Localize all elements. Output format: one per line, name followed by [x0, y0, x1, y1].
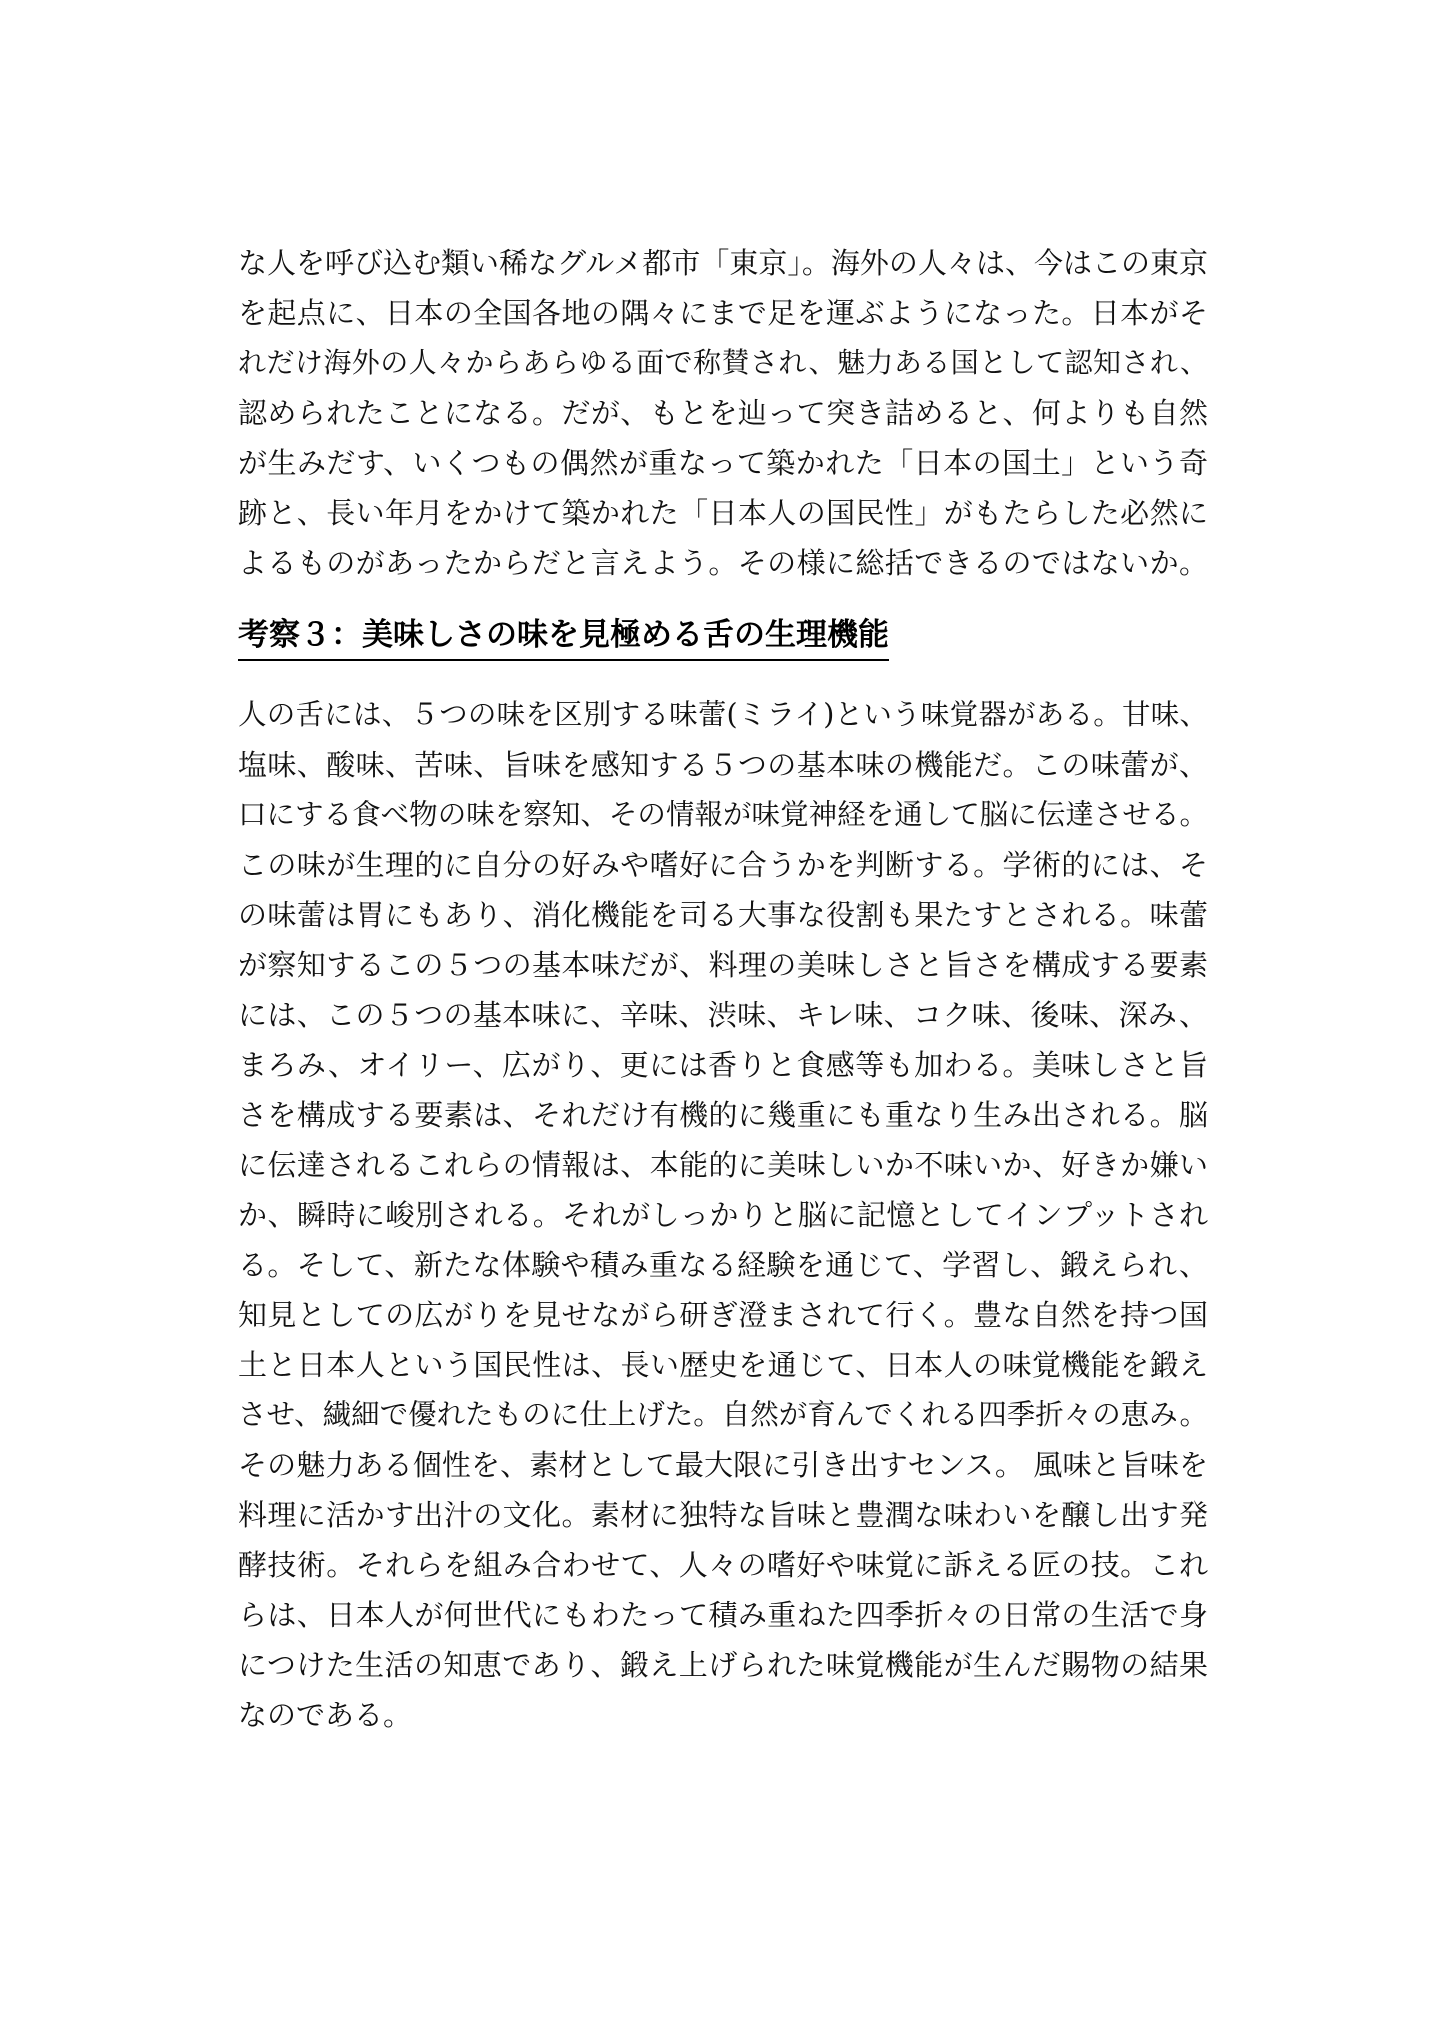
paragraph-line: よるものがあったからだと言えよう。その様に総括できるのではないか。 [238, 546, 1208, 580]
paragraph-line: させ、繊細で優れたものに仕上げた。自然が育んでくれる四季折々の恵み。 [238, 1398, 1208, 1431]
paragraph-line: を起点に、日本の全国各地の隅々にまで足を運ぶようになった。日本がそ [238, 296, 1208, 330]
paragraph-line: 料理に活かす出汁の文化。素材に独特な旨味と豊潤な味わいを醸し出す発 [238, 1498, 1208, 1532]
paragraph-line: が察知するこの５つの基本味だが、料理の美味しさと旨さを構成する要素 [238, 948, 1208, 982]
paragraph-line: 塩味、酸味、苦味、旨味を感知する５つの基本味の機能だ。この味蕾が、 [238, 748, 1208, 782]
paragraph-line: か、瞬時に峻別される。それがしっかりと脳に記憶としてインプットされ [238, 1198, 1208, 1232]
paragraph-line: 知見としての広がりを見せながら研ぎ澄まされて行く。豊な自然を持つ国 [238, 1298, 1208, 1332]
paragraph-body [238, 690, 1208, 1740]
paragraph-line: まろみ、オイリー、広がり、更には香りと食感等も加わる。美味しさと旨 [238, 1048, 1208, 1082]
paragraph-line: 酵技術。それらを組み合わせて、人々の嗜好や味覚に訴える匠の技。これ [238, 1548, 1208, 1582]
section-heading: 考察３：美味しさの味を見極める舌の生理機能 [238, 612, 889, 661]
paragraph-line: な人を呼び込む類い稀なグルメ都市「東京」。海外の人々は、今はこの東京 [238, 246, 1208, 280]
paragraph-line: 認められたことになる。だが、もとを辿って突き詰めると、何よりも自然 [238, 396, 1208, 430]
paragraph-line: の味蕾は胃にもあり、消化機能を司る大事な役割も果たすとされる。味蕾 [238, 898, 1208, 932]
paragraph-line: さを構成する要素は、それだけ有機的に幾重にも重なり生み出される。脳 [238, 1098, 1208, 1132]
paragraph-line: れだけ海外の人々からあらゆる面で称賛され、魅力ある国として認知され、 [238, 346, 1208, 379]
paragraph-line: この味が生理的に自分の好みや嗜好に合うかを判断する。学術的には、そ [238, 848, 1208, 882]
paragraph-line: 土と日本人という国民性は、長い歴史を通じて、日本人の味覚機能を鍛え [238, 1348, 1208, 1382]
paragraph-line: に伝達されるこれらの情報は、本能的に美味しいか不味いか、好きか嫌い [238, 1148, 1208, 1182]
paragraph-line: には、この５つの基本味に、辛味、渋味、キレ味、コク味、後味、深み、 [238, 998, 1208, 1032]
paragraph-line: 口にする食べ物の味を察知、その情報が味覚神経を通して脳に伝達させる。 [238, 798, 1208, 831]
paragraph-line: につけた生活の知恵であり、鍛え上げられた味覚機能が生んだ賜物の結果 [238, 1648, 1208, 1682]
paragraph-line: 人の舌には、５つの味を区別する味蕾(ミライ)という味覚器がある。甘味、 [238, 698, 1208, 731]
paragraph-line: なのである。 [238, 1698, 413, 1732]
paragraph-intro [238, 238, 1208, 588]
paragraph-line: る。そして、新たな体験や積み重なる経験を通じて、学習し、鍛えられ、 [238, 1248, 1208, 1282]
paragraph-line: その魅力ある個性を、素材として最大限に引き出すセンス。 風味と旨味を [238, 1448, 1208, 1482]
paragraph-line: が生みだす、いくつもの偶然が重なって築かれた「日本の国土」という奇 [238, 446, 1208, 480]
paragraph-line: らは、日本人が何世代にもわたって積み重ねた四季折々の日常の生活で身 [238, 1598, 1208, 1632]
paragraph-line: 跡と、長い年月をかけて築かれた「日本人の国民性」がもたらした必然に [238, 496, 1208, 530]
